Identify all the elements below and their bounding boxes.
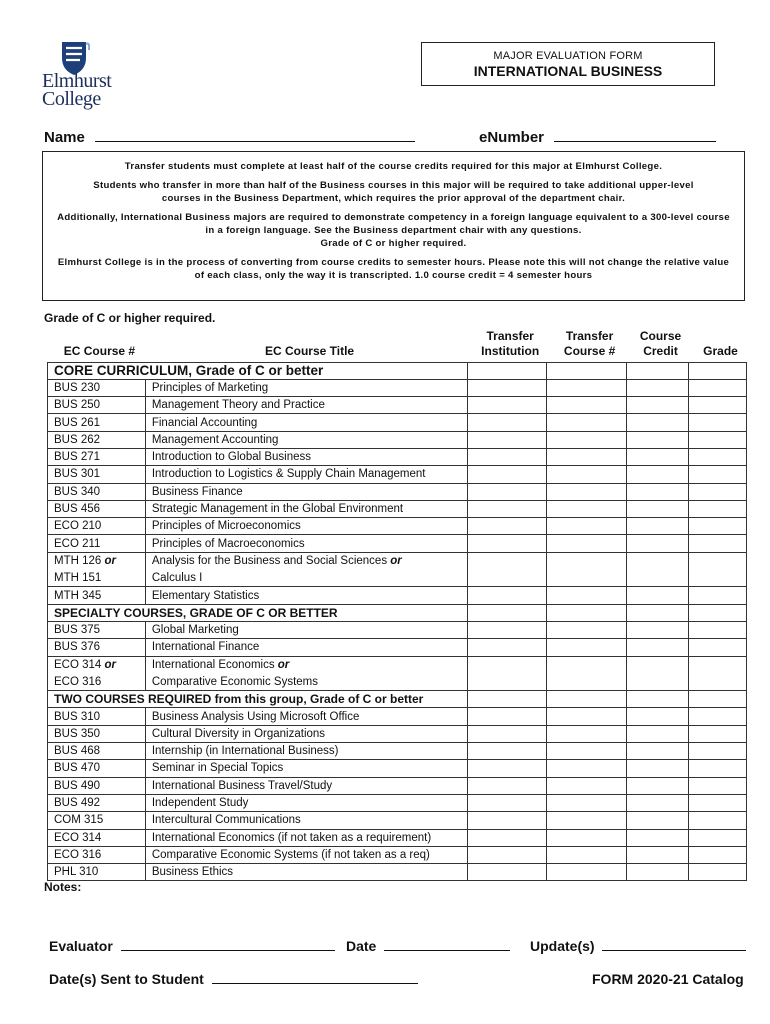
header-transfer-course: Transfer Course # xyxy=(563,328,616,358)
course-credit-cell[interactable] xyxy=(627,397,689,414)
course-title: Introduction to Logistics & Supply Chain Management xyxy=(145,466,467,483)
course-code: BUS 375 xyxy=(48,621,146,638)
course-credit-cell[interactable] xyxy=(627,725,689,742)
section-row xyxy=(48,691,747,708)
course-code: BUS 468 xyxy=(48,743,146,760)
table-row xyxy=(48,864,747,881)
table-row xyxy=(48,794,747,811)
course-credit-cell[interactable] xyxy=(627,587,689,604)
transfer-institution-cell[interactable] xyxy=(468,552,547,569)
course-title: Calculus I xyxy=(145,570,467,587)
table-row-alt-2 xyxy=(48,570,747,587)
course-credit-cell[interactable] xyxy=(627,518,689,535)
course-title: Management Accounting xyxy=(145,431,467,448)
notes-label: Notes: xyxy=(44,880,82,894)
transfer-institution-cell[interactable] xyxy=(468,570,547,587)
course-table xyxy=(47,326,747,881)
grade-requirement-note: Grade of C or higher required. xyxy=(44,311,216,325)
course-credit-cell[interactable] xyxy=(627,794,689,811)
date-label: Date xyxy=(346,938,377,954)
form-title-box xyxy=(421,42,715,86)
course-title: Comparative Economic Systems (if not taken as a req) xyxy=(145,846,467,863)
notice-paragraph-2: Students who transfer in more than half of the Business courses in this major will be required to take additional upper-level courses in the Business Department, which requires the prior approval of the department chair. xyxy=(93,180,694,204)
logo-line-2: College xyxy=(42,88,101,110)
course-code: BUS 230 xyxy=(48,379,146,396)
updates-input-line[interactable] xyxy=(602,939,746,951)
course-code: BUS 250 xyxy=(48,397,146,414)
course-credit-cell[interactable] xyxy=(627,483,689,500)
course-code: BUS 456 xyxy=(48,500,146,517)
section-row xyxy=(48,604,747,621)
section-label: CORE CURRICULUM, Grade of C or better xyxy=(48,362,468,379)
transfer-institution-cell[interactable] xyxy=(468,587,547,604)
name-label: Name xyxy=(44,129,85,146)
table-row xyxy=(48,777,747,794)
grade-cell[interactable] xyxy=(689,535,747,552)
section-row xyxy=(48,362,747,379)
grade-cell[interactable] xyxy=(689,691,747,708)
course-title-1: Analysis for the Business and Social Sciences xyxy=(151,555,388,568)
transfer-institution-cell[interactable] xyxy=(468,829,547,846)
transfer-course-cell[interactable] xyxy=(547,431,627,448)
header-ec-course: EC Course # xyxy=(63,343,136,358)
sent-to-student-input-line[interactable] xyxy=(212,972,418,984)
course-title: Management Theory and Practice xyxy=(145,397,467,414)
course-code: MTH 151 xyxy=(48,570,146,587)
grade-cell[interactable] xyxy=(689,518,747,535)
course-title: Strategic Management in the Global Environment xyxy=(145,500,467,517)
table-row xyxy=(48,846,747,863)
evaluator-field xyxy=(49,938,335,954)
course-title-1: International Economics xyxy=(151,658,275,671)
transfer-institution-cell[interactable] xyxy=(468,448,547,465)
course-code: BUS 376 xyxy=(48,639,146,656)
table-row xyxy=(48,500,747,517)
table-row xyxy=(48,725,747,742)
grade-cell[interactable] xyxy=(689,414,747,431)
transfer-institution-cell[interactable] xyxy=(468,691,547,708)
transfer-institution-cell[interactable] xyxy=(468,362,547,379)
transfer-course-cell[interactable] xyxy=(547,414,627,431)
course-title: Principles of Marketing xyxy=(145,379,467,396)
grade-cell[interactable] xyxy=(689,639,747,656)
logo-line-1: Elmhurst xyxy=(42,70,112,92)
course-code: ECO 316 xyxy=(48,846,146,863)
transfer-course-cell[interactable] xyxy=(547,639,627,656)
course-title: International Economics (if not taken as a requirement) xyxy=(145,829,467,846)
notice-paragraph-3b: Grade of C or higher required. xyxy=(320,238,467,249)
course-code: COM 315 xyxy=(48,812,146,829)
enumber-field-row xyxy=(479,128,716,146)
course-code: ECO 211 xyxy=(48,535,146,552)
course-code: PHL 310 xyxy=(48,864,146,881)
course-credit-cell[interactable] xyxy=(627,864,689,881)
grade-cell[interactable] xyxy=(689,379,747,396)
course-title: Business Analysis Using Microsoft Office xyxy=(145,708,467,725)
grade-cell[interactable] xyxy=(689,570,747,587)
course-title: Intercultural Communications xyxy=(145,812,467,829)
section-label: TWO COURSES REQUIRED from this group, Grade of C or better xyxy=(48,691,468,708)
course-code: BUS 340 xyxy=(48,483,146,500)
table-row xyxy=(48,518,747,535)
table-row xyxy=(48,379,747,396)
course-title: Principles of Macroeconomics xyxy=(145,535,467,552)
name-field-row xyxy=(44,128,415,146)
course-code: BUS 271 xyxy=(48,448,146,465)
evaluator-label: Evaluator xyxy=(49,938,113,954)
table-row xyxy=(48,639,747,656)
header-course-credit: Course Credit xyxy=(639,328,682,358)
transfer-institution-cell[interactable] xyxy=(468,864,547,881)
grade-cell[interactable] xyxy=(689,829,747,846)
sent-to-student-field xyxy=(49,971,418,987)
grade-cell[interactable] xyxy=(689,621,747,638)
header-ec-title: EC Course Title xyxy=(264,343,355,358)
table-row xyxy=(48,708,747,725)
grade-cell[interactable] xyxy=(689,673,747,690)
transfer-institution-cell[interactable] xyxy=(468,500,547,517)
course-credit-cell[interactable] xyxy=(627,500,689,517)
transfer-course-cell[interactable] xyxy=(547,794,627,811)
table-row xyxy=(48,587,747,604)
course-credit-cell[interactable] xyxy=(627,743,689,760)
course-credit-cell[interactable] xyxy=(627,431,689,448)
table-row xyxy=(48,448,747,465)
course-code: BUS 490 xyxy=(48,777,146,794)
transfer-course-cell[interactable] xyxy=(547,708,627,725)
course-credit-cell[interactable] xyxy=(627,414,689,431)
grade-cell[interactable] xyxy=(689,362,747,379)
grade-cell[interactable] xyxy=(689,483,747,500)
course-credit-cell[interactable] xyxy=(627,448,689,465)
transfer-course-cell[interactable] xyxy=(547,535,627,552)
course-code: BUS 492 xyxy=(48,794,146,811)
grade-cell[interactable] xyxy=(689,794,747,811)
table-row-alt-2 xyxy=(48,673,747,690)
transfer-institution-cell[interactable] xyxy=(468,725,547,742)
course-code: BUS 301 xyxy=(48,466,146,483)
course-title: Internship (in International Business) xyxy=(145,743,467,760)
course-title: Seminar in Special Topics xyxy=(145,760,467,777)
transfer-institution-cell[interactable] xyxy=(468,604,547,621)
section-label: SPECIALTY COURSES, GRADE OF C OR BETTER xyxy=(48,604,468,621)
grade-cell[interactable] xyxy=(689,552,747,569)
course-code: BUS 470 xyxy=(48,760,146,777)
course-credit-cell[interactable] xyxy=(627,777,689,794)
transfer-course-cell[interactable] xyxy=(547,760,627,777)
course-code: ECO 314 xyxy=(48,829,146,846)
course-credit-cell[interactable] xyxy=(627,846,689,863)
table-row xyxy=(48,812,747,829)
course-code xyxy=(48,552,146,569)
transfer-course-cell[interactable] xyxy=(547,483,627,500)
grade-cell[interactable] xyxy=(689,725,747,742)
transfer-institution-cell[interactable] xyxy=(468,708,547,725)
transfer-course-cell[interactable] xyxy=(547,725,627,742)
course-code: ECO 316 xyxy=(48,673,146,690)
transfer-course-cell[interactable] xyxy=(547,846,627,863)
transfer-institution-cell[interactable] xyxy=(468,846,547,863)
transfer-institution-cell[interactable] xyxy=(468,535,547,552)
transfer-course-cell[interactable] xyxy=(547,362,627,379)
table-row xyxy=(48,621,747,638)
transfer-course-cell[interactable] xyxy=(547,500,627,517)
course-title: Global Marketing xyxy=(145,621,467,638)
course-title: Financial Accounting xyxy=(145,414,467,431)
transfer-course-cell[interactable] xyxy=(547,587,627,604)
transfer-course-cell[interactable] xyxy=(547,656,627,673)
grade-cell[interactable] xyxy=(689,604,747,621)
table-row-alt-1 xyxy=(48,552,747,569)
grade-cell[interactable] xyxy=(689,777,747,794)
course-title: International Finance xyxy=(145,639,467,656)
transfer-institution-cell[interactable] xyxy=(468,621,547,638)
grade-cell[interactable] xyxy=(689,397,747,414)
course-title: Business Ethics xyxy=(145,864,467,881)
table-row xyxy=(48,743,747,760)
grade-cell[interactable] xyxy=(689,708,747,725)
transfer-institution-cell[interactable] xyxy=(468,431,547,448)
enumber-label: eNumber xyxy=(479,129,545,146)
course-credit-cell[interactable] xyxy=(627,639,689,656)
transfer-institution-cell[interactable] xyxy=(468,812,547,829)
transfer-institution-cell[interactable] xyxy=(468,794,547,811)
transfer-course-cell[interactable] xyxy=(547,812,627,829)
course-title: Introduction to Global Business xyxy=(145,448,467,465)
course-credit-cell[interactable] xyxy=(627,466,689,483)
transfer-course-cell[interactable] xyxy=(547,621,627,638)
table-row xyxy=(48,397,747,414)
name-input-line[interactable] xyxy=(95,128,415,142)
college-logo-text xyxy=(42,72,111,108)
table-row xyxy=(48,466,747,483)
sent-to-student-label: Date(s) Sent to Student xyxy=(49,971,204,987)
course-code: BUS 262 xyxy=(48,431,146,448)
transfer-course-cell[interactable] xyxy=(547,552,627,569)
transfer-institution-cell[interactable] xyxy=(468,414,547,431)
course-credit-cell[interactable] xyxy=(627,362,689,379)
course-credit-cell[interactable] xyxy=(627,535,689,552)
course-title: Business Finance xyxy=(145,483,467,500)
table-row xyxy=(48,535,747,552)
transfer-institution-cell[interactable] xyxy=(468,777,547,794)
course-credit-cell[interactable] xyxy=(627,379,689,396)
transfer-course-cell[interactable] xyxy=(547,743,627,760)
course-title: Elementary Statistics xyxy=(145,587,467,604)
grade-cell[interactable] xyxy=(689,812,747,829)
enumber-input-line[interactable] xyxy=(554,128,716,142)
course-code: ECO 210 xyxy=(48,518,146,535)
transfer-institution-cell[interactable] xyxy=(468,639,547,656)
transfer-course-cell[interactable] xyxy=(547,448,627,465)
date-input-line[interactable] xyxy=(384,939,510,951)
table-row xyxy=(48,829,747,846)
grade-cell[interactable] xyxy=(689,500,747,517)
notice-paragraph-4: Elmhurst College is in the process of converting from course credits to semester hours. Please note this will not change the relative value of each class, only the way it is transcripted. 1.0 course credit = 4 semester hours xyxy=(57,257,730,281)
transfer-institution-cell[interactable] xyxy=(468,466,547,483)
evaluator-input-line[interactable] xyxy=(121,939,335,951)
course-credit-cell[interactable] xyxy=(627,621,689,638)
course-credit-cell[interactable] xyxy=(627,656,689,673)
form-catalog-label: FORM 2020-21 Catalog xyxy=(592,971,744,987)
transfer-course-cell[interactable] xyxy=(547,466,627,483)
course-code xyxy=(48,656,146,673)
table-row-alt-1 xyxy=(48,656,747,673)
table-row xyxy=(48,483,747,500)
grade-cell[interactable] xyxy=(689,587,747,604)
table-row xyxy=(48,431,747,448)
transfer-course-cell[interactable] xyxy=(547,379,627,396)
course-credit-cell[interactable] xyxy=(627,829,689,846)
transfer-course-cell[interactable] xyxy=(547,777,627,794)
date-field xyxy=(346,938,510,954)
transfer-institution-cell[interactable] xyxy=(468,483,547,500)
course-credit-cell[interactable] xyxy=(627,552,689,569)
course-credit-cell[interactable] xyxy=(627,691,689,708)
course-code-1: MTH 126 xyxy=(54,555,102,568)
table-header-row xyxy=(48,326,747,362)
transfer-institution-cell[interactable] xyxy=(468,673,547,690)
course-credit-cell[interactable] xyxy=(627,760,689,777)
grade-cell[interactable] xyxy=(689,656,747,673)
or-label: or xyxy=(277,658,290,671)
transfer-course-cell[interactable] xyxy=(547,673,627,690)
grade-cell[interactable] xyxy=(689,864,747,881)
course-code: BUS 261 xyxy=(48,414,146,431)
course-title: International Business Travel/Study xyxy=(145,777,467,794)
grade-cell[interactable] xyxy=(689,466,747,483)
course-title: Cultural Diversity in Organizations xyxy=(145,725,467,742)
header-grade: Grade xyxy=(703,343,738,358)
updates-field xyxy=(530,938,746,954)
table-row xyxy=(48,414,747,431)
course-credit-cell[interactable] xyxy=(627,673,689,690)
transfer-course-cell[interactable] xyxy=(547,397,627,414)
notice-paragraph-1: Transfer students must complete at least half of the course credits required for this major at Elmhurst College. xyxy=(124,161,663,172)
form-label: MAJOR EVALUATION FORM xyxy=(493,50,643,62)
transfer-course-cell[interactable] xyxy=(547,518,627,535)
or-label: or xyxy=(104,658,117,671)
transfer-institution-cell[interactable] xyxy=(468,743,547,760)
transfer-course-cell[interactable] xyxy=(547,864,627,881)
major-title: INTERNATIONAL BUSINESS xyxy=(473,63,663,79)
grade-cell[interactable] xyxy=(689,431,747,448)
header-transfer-institution: Transfer Institution xyxy=(481,328,540,358)
course-code: BUS 350 xyxy=(48,725,146,742)
notice-paragraph-3: Additionally, International Business majors are required to demonstrate competency in a foreign language equivalent to a 300-level course in a foreign language. See the Business department chair with any questions. xyxy=(57,212,730,236)
grade-cell[interactable] xyxy=(689,743,747,760)
course-code: BUS 310 xyxy=(48,708,146,725)
transfer-course-cell[interactable] xyxy=(547,570,627,587)
course-credit-cell[interactable] xyxy=(627,812,689,829)
transfer-institution-cell[interactable] xyxy=(468,656,547,673)
transfer-course-cell[interactable] xyxy=(547,604,627,621)
course-credit-cell[interactable] xyxy=(627,570,689,587)
updates-label: Update(s) xyxy=(530,938,595,954)
course-credit-cell[interactable] xyxy=(627,708,689,725)
transfer-institution-cell[interactable] xyxy=(468,379,547,396)
grade-cell[interactable] xyxy=(689,760,747,777)
course-title: Comparative Economic Systems xyxy=(145,673,467,690)
college-logo xyxy=(42,40,137,114)
course-credit-cell[interactable] xyxy=(627,604,689,621)
course-code-1: ECO 314 xyxy=(54,658,102,671)
transfer-notice-box xyxy=(42,151,745,301)
or-label: or xyxy=(104,555,116,568)
course-title xyxy=(145,552,467,569)
table-row xyxy=(48,760,747,777)
transfer-institution-cell[interactable] xyxy=(468,397,547,414)
grade-cell[interactable] xyxy=(689,846,747,863)
transfer-course-cell[interactable] xyxy=(547,691,627,708)
or-label: or xyxy=(390,555,402,568)
transfer-institution-cell[interactable] xyxy=(468,518,547,535)
course-title xyxy=(145,656,467,673)
course-title: Principles of Microeconomics xyxy=(145,518,467,535)
grade-cell[interactable] xyxy=(689,448,747,465)
course-code: MTH 345 xyxy=(48,587,146,604)
course-title: Independent Study xyxy=(145,794,467,811)
transfer-institution-cell[interactable] xyxy=(468,760,547,777)
transfer-course-cell[interactable] xyxy=(547,829,627,846)
